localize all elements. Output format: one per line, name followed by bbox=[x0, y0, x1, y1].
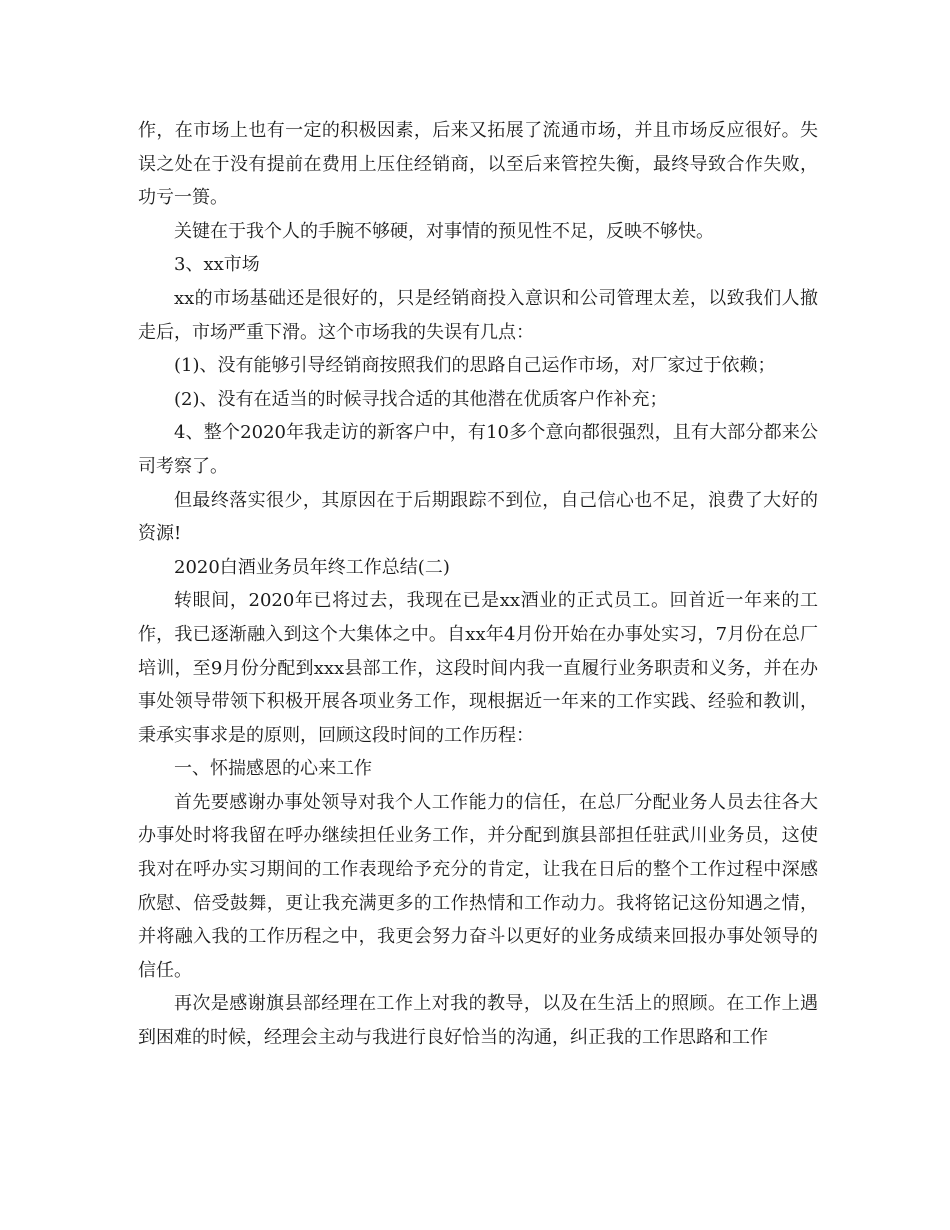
list-item-mistake-2: (2)、没有在适当的时候寻找合适的其他潜在优质客户作补充； bbox=[174, 388, 668, 410]
paragraph-market-basis: xx的市场基础还是很好的，只是经销商投入意识和公司管理太差，以致我们人撤走后，市场严重下滑。这个市场我的失误有几点： bbox=[138, 287, 818, 343]
paragraph-intro: 转眼间，2020年已将过去，我现在已是xx酒业的正式员工。回首近一年来的工作，我已逐渐融入到这个大集体之中。自xx年4月份开始在办事处实习，7月份在总厂培训，至9月份分配到xxx县部工作，这段时间内我一直履行业务职责和义务，并在办事处领导带领下积极开展各项业务工作，现根据近一年来的工作实践、经验和教训，秉承实事求是的原则，回顾这段时间的工作历程： bbox=[138, 590, 818, 746]
section-heading-gratitude: 一、怀揣感恩的心来工作 bbox=[174, 758, 372, 780]
paragraph-resources: 但最终落实很少，其原因在于后期跟踪不到位，自己信心也不足，浪费了大好的资源! bbox=[138, 489, 818, 545]
section-heading-market-3: 3、xx市场 bbox=[174, 254, 260, 276]
paragraph-continuation: 作，在市场上也有一定的积极因素，后来又拓展了流通市场，并且市场反应很好。失误之处在于没有提前在费用上压住经销商，以至后来管控失衡，最终导致合作失败，功亏一篑。 bbox=[138, 120, 818, 209]
paragraph-key-issue: 关键在于我个人的手腕不够硬，对事情的预见性不足，反映不够快。 bbox=[174, 220, 714, 242]
section-title-summary-2: 2020白酒业务员年终工作总结(二) bbox=[174, 556, 450, 578]
paragraph-thanks-manager: 再次是感谢旗县部经理在工作上对我的教导，以及在生活上的照顾。在工作上遇到困难的时候，经理会主动与我进行良好恰当的沟通，纠正我的工作思路和工作 bbox=[138, 993, 818, 1049]
document-body bbox=[138, 114, 818, 1055]
paragraph-thanks-office: 首先要感谢办事处领导对我个人工作能力的信任，在总厂分配业务人员去往各大办事处时将我留在呼办继续担任业务工作，并分配到旗县部担任驻武川业务员，这使我对在呼办实习期间的工作表现给予充分的肯定，让我在日后的整个工作过程中深感欣慰、倍受鼓舞，更让我充满更多的工作热情和工作动力。我将铭记这份知遇之情，并将融入我的工作历程之中，我更会努力奋斗以更好的业务成绩来回报办事处领导的信任。 bbox=[138, 791, 818, 981]
list-item-mistake-1: (1)、没有能够引导经销商按照我们的思路自己运作市场，对厂家过于依赖； bbox=[174, 355, 776, 377]
paragraph-new-customers: 4、整个2020年我走访的新客户中，有10多个意向都很强烈，且有大部分都来公司考察了。 bbox=[138, 422, 818, 477]
